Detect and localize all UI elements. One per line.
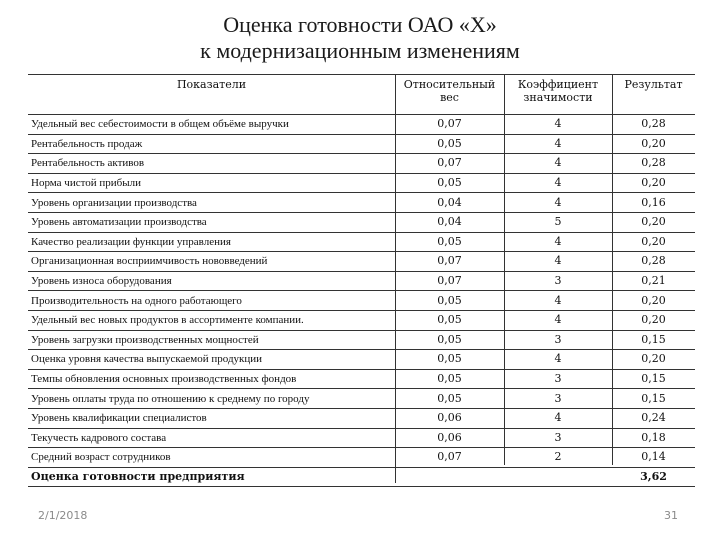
coefficient-cell: 2 — [504, 448, 612, 468]
table-row — [28, 291, 695, 311]
coefficient-cell: 3 — [504, 428, 612, 448]
indicator-cell: Производительность на одного работающего — [28, 291, 395, 311]
table-row — [28, 212, 695, 232]
result-cell: 0,14 — [612, 448, 695, 468]
weight-cell: 0,04 — [395, 193, 504, 213]
indicator-cell: Уровень оплаты труда по отношению к среднему по городу — [28, 389, 395, 409]
title-line-1: Оценка готовности ОАО «Х» — [223, 12, 497, 37]
table-row — [28, 408, 695, 428]
result-cell: 0,28 — [612, 154, 695, 174]
coefficient-cell: 4 — [504, 310, 612, 330]
table-row — [28, 134, 695, 154]
table-row — [28, 310, 695, 330]
weight-cell: 0,07 — [395, 115, 504, 135]
coefficient-cell: 3 — [504, 330, 612, 350]
indicator-cell: Уровень квалификации специалистов — [28, 408, 395, 428]
table-row — [28, 193, 695, 213]
table-row — [28, 154, 695, 174]
weight-cell: 0,05 — [395, 173, 504, 193]
coefficient-cell: 4 — [504, 115, 612, 135]
result-cell: 0,15 — [612, 330, 695, 350]
indicator-cell: Удельный вес новых продуктов в ассортименте компании. — [28, 310, 395, 330]
weight-cell: 0,07 — [395, 154, 504, 174]
weight-cell: 0,04 — [395, 212, 504, 232]
coefficient-cell: 4 — [504, 173, 612, 193]
header-coefficient: Коэффициент значимости — [504, 75, 612, 115]
table-row — [28, 232, 695, 252]
indicator-cell: Темпы обновления основных производственных фондов — [28, 369, 395, 389]
weight-cell: 0,05 — [395, 389, 504, 409]
coefficient-cell: 3 — [504, 271, 612, 291]
result-cell: 0,16 — [612, 193, 695, 213]
indicator-cell: Текучесть кадрового состава — [28, 428, 395, 448]
coefficient-cell: 4 — [504, 252, 612, 272]
indicator-cell: Уровень износа оборудования — [28, 271, 395, 291]
indicator-cell: Средний возраст сотрудников — [28, 448, 395, 468]
coefficient-cell: 4 — [504, 350, 612, 370]
result-cell: 0,15 — [612, 389, 695, 409]
result-cell: 0,28 — [612, 252, 695, 272]
indicator-cell: Норма чистой прибыли — [28, 173, 395, 193]
weight-cell: 0,05 — [395, 350, 504, 370]
indicator-cell: Рентабельность продаж — [28, 134, 395, 154]
weight-cell: 0,07 — [395, 252, 504, 272]
table-row — [28, 389, 695, 409]
result-cell: 0,20 — [612, 173, 695, 193]
indicator-cell: Уровень загрузки производственных мощностей — [28, 330, 395, 350]
readiness-table — [28, 74, 695, 487]
column-divider — [395, 74, 396, 483]
table-row — [28, 448, 695, 468]
indicator-cell: Уровень автоматизации производства — [28, 212, 395, 232]
result-cell: 0,20 — [612, 212, 695, 232]
weight-cell: 0,05 — [395, 330, 504, 350]
table-row — [28, 350, 695, 370]
table-row — [28, 428, 695, 448]
coefficient-cell: 3 — [504, 389, 612, 409]
header-indicator: Показатели — [28, 75, 395, 115]
coefficient-cell: 4 — [504, 232, 612, 252]
coefficient-cell: 3 — [504, 369, 612, 389]
table-row — [28, 271, 695, 291]
table-header-row — [28, 75, 695, 115]
coefficient-cell: 4 — [504, 408, 612, 428]
page-number: 31 — [664, 509, 678, 522]
table-row — [28, 252, 695, 272]
indicator-cell: Удельный вес себестоимости в общем объёме выручки — [28, 115, 395, 135]
weight-cell: 0,05 — [395, 369, 504, 389]
result-cell: 0,24 — [612, 408, 695, 428]
weight-cell: 0,05 — [395, 291, 504, 311]
coefficient-cell: 4 — [504, 154, 612, 174]
result-cell: 0,20 — [612, 291, 695, 311]
weight-cell: 0,05 — [395, 310, 504, 330]
weight-cell: 0,06 — [395, 428, 504, 448]
coefficient-cell: 4 — [504, 193, 612, 213]
title-line-2: к модернизационным изменениям — [200, 38, 520, 63]
result-cell: 0,20 — [612, 310, 695, 330]
slide-title — [0, 12, 720, 64]
total-value: 3,62 — [612, 467, 695, 487]
header-result: Результат — [612, 75, 695, 115]
result-cell: 0,21 — [612, 271, 695, 291]
weight-cell: 0,06 — [395, 408, 504, 428]
column-divider — [504, 74, 505, 465]
coefficient-cell: 4 — [504, 291, 612, 311]
weight-cell: 0,05 — [395, 232, 504, 252]
column-divider — [612, 74, 613, 465]
total-row — [28, 467, 695, 487]
weight-cell: 0,07 — [395, 271, 504, 291]
table-row — [28, 369, 695, 389]
total-label: Оценка готовности предприятия — [28, 467, 612, 487]
footer-date: 2/1/2018 — [38, 509, 88, 522]
table-row — [28, 173, 695, 193]
indicator-cell: Уровень организации производства — [28, 193, 395, 213]
table-row — [28, 115, 695, 135]
weight-cell: 0,07 — [395, 448, 504, 468]
result-cell: 0,20 — [612, 232, 695, 252]
indicator-cell: Рентабельность активов — [28, 154, 395, 174]
result-cell: 0,18 — [612, 428, 695, 448]
coefficient-cell: 4 — [504, 134, 612, 154]
indicator-cell: Организационная восприимчивость нововведений — [28, 252, 395, 272]
indicator-cell: Оценка уровня качества выпускаемой продукции — [28, 350, 395, 370]
result-cell: 0,20 — [612, 350, 695, 370]
result-cell: 0,20 — [612, 134, 695, 154]
weight-cell: 0,05 — [395, 134, 504, 154]
table-row — [28, 330, 695, 350]
indicator-cell: Качество реализации функции управления — [28, 232, 395, 252]
result-cell: 0,15 — [612, 369, 695, 389]
result-cell: 0,28 — [612, 115, 695, 135]
coefficient-cell: 5 — [504, 212, 612, 232]
header-relative-weight: Относительный вес — [395, 75, 504, 115]
